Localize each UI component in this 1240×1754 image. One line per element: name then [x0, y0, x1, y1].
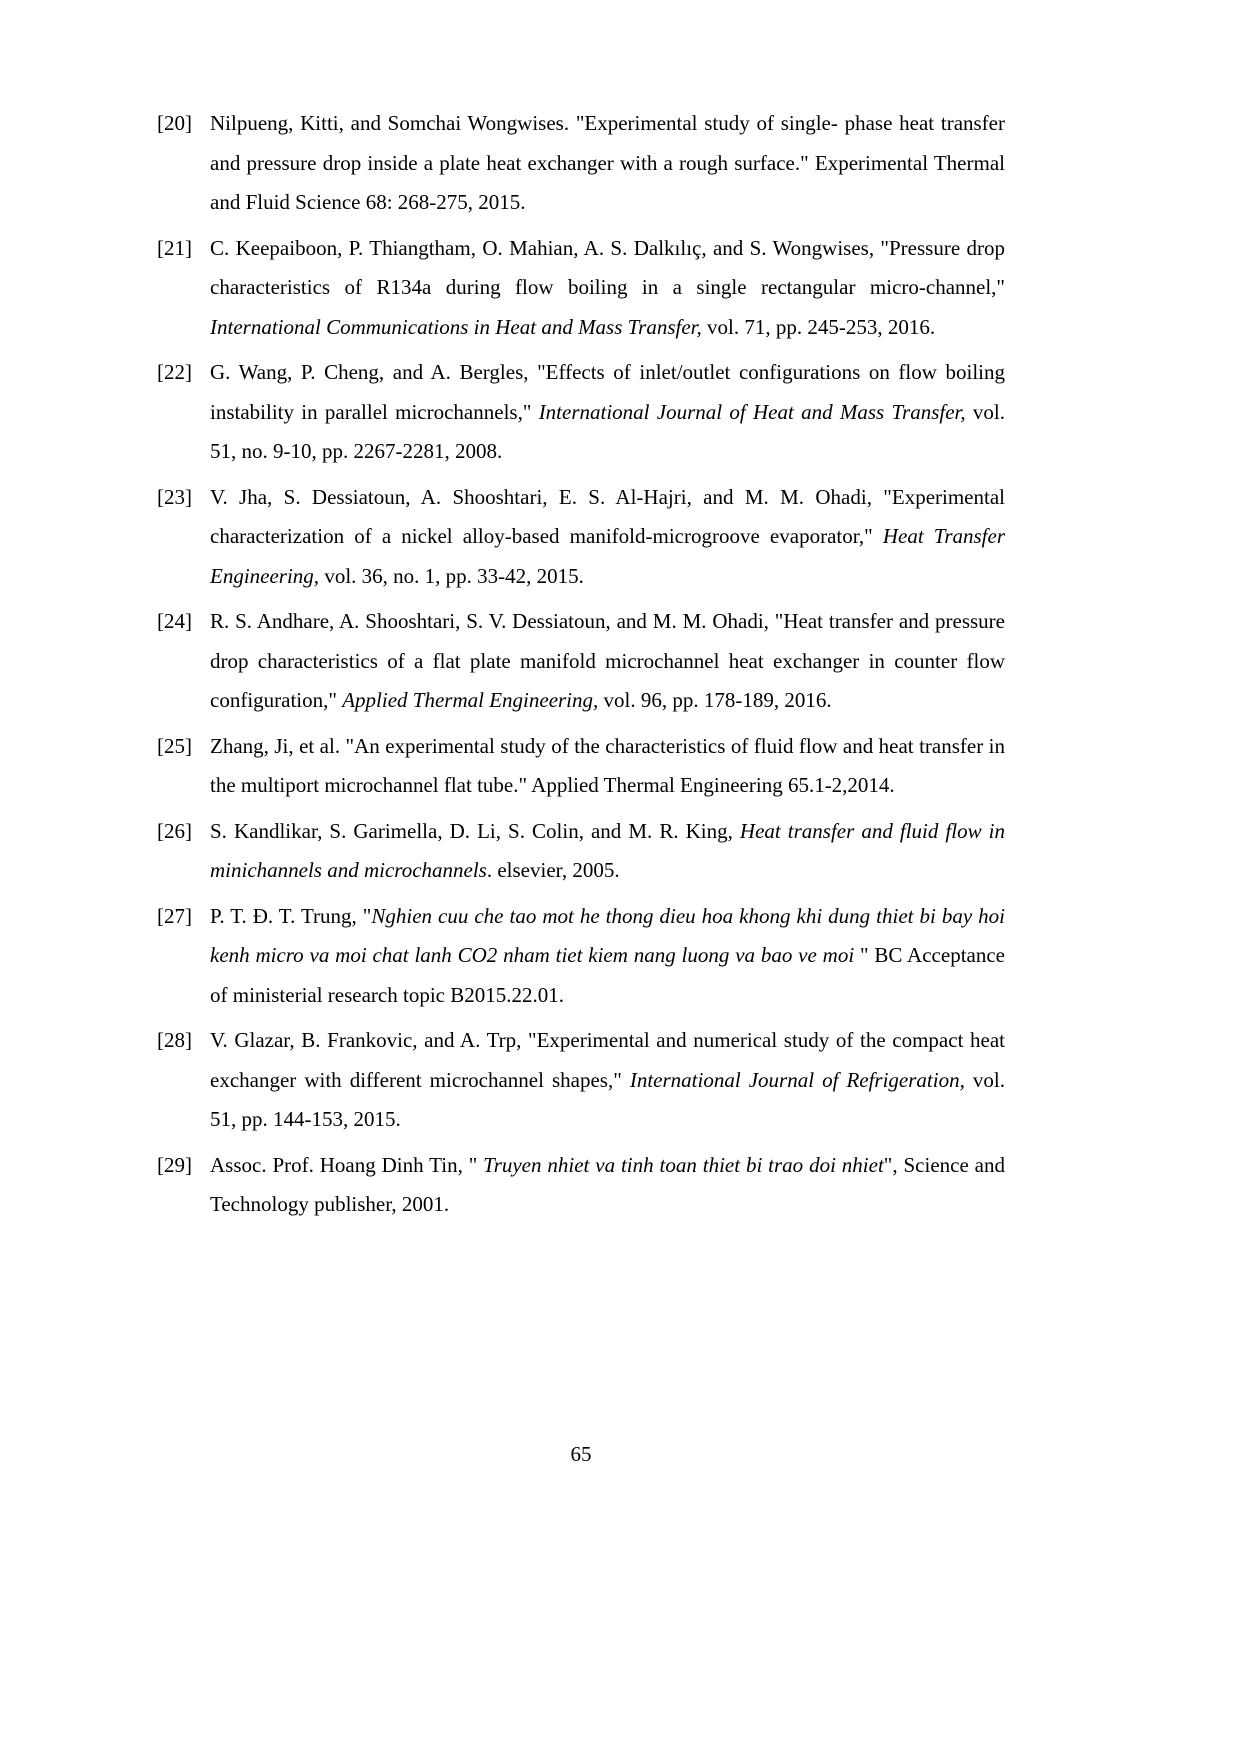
reference-text-segment: Nilpueng, Kitti, and Somchai Wongwises. "Experimental study of single- phase heat transfer and pressure drop inside a plate heat exchanger with a rough surface." Experimental Thermal and Fluid Science 68: 268-275, 2015. [210, 111, 1005, 214]
reference-number: [21] [157, 235, 192, 260]
reference-text-segment: V. Glazar, B. Frankovic, and A. Trp, "Experimental and numerical study of the compact heat exchanger with different microchannel shapes," [210, 1028, 1005, 1092]
reference-text-segment: P. T. Đ. T. Trung, " [210, 903, 372, 928]
reference-text [210, 609, 1005, 712]
reference-item [157, 602, 1005, 721]
reference-item [157, 353, 1005, 472]
reference-title-italic: Heat transfer and fluid flow in minichannels and microchannels [210, 818, 1005, 882]
reference-number: [26] [157, 818, 192, 843]
reference-item [157, 727, 1005, 806]
reference-number: [25] [157, 733, 192, 758]
reference-text-segment: Assoc. Prof. Hoang Dinh Tin, " [210, 1152, 484, 1177]
reference-number: [23] [157, 484, 192, 509]
reference-number: [28] [157, 1028, 192, 1052]
reference-item [157, 104, 1005, 223]
reference-title-italic: Nghien cuu che tao mot he thong dieu hoa khong khi dung thiet bi bay hoi kenh micro va moi chat lanh CO2 nham tiet kiem nang luong va bao ve moi [210, 903, 1006, 967]
reference-item [157, 478, 1005, 597]
reference-text-segment: vol. 51, no. 9-10, pp. 2267-2281, 2008. [210, 399, 1005, 463]
reference-item [157, 897, 1005, 1016]
reference-text-segment: vol. 71, pp. 245-253, 2016. [701, 314, 936, 339]
reference-title-italic: International Journal of Refrigeration, [629, 1067, 965, 1092]
reference-text-segment: vol. 36, no. 1, pp. 33-42, 2015. [319, 563, 584, 588]
reference-title-italic: International Communications in Heat and Mass Transfer, [210, 314, 702, 339]
reference-text-segment: R. S. Andhare, A. Shooshtari, S. V. Dessiatoun, and M. M. Ohadi, "Heat transfer and pressure drop characteristics of a flat plate manifold microchannel heat exchanger in counter flow configuration," [210, 609, 1005, 712]
reference-number: [24] [157, 609, 192, 633]
reference-title-italic: Applied Thermal Engineering, [342, 688, 599, 712]
reference-text [210, 734, 1005, 798]
reference-number: [22] [157, 360, 192, 384]
reference-item [157, 229, 1005, 348]
reference-text-segment: ", Science and Technology publisher, 2001. [210, 1152, 1005, 1216]
reference-text [210, 819, 1005, 883]
reference-text-segment: vol. 51, pp. 144-153, 2015. [210, 1067, 1005, 1131]
reference-text-segment: vol. 96, pp. 178-189, 2016. [598, 688, 832, 712]
reference-title-italic: Truyen nhiet va tinh toan thiet bi trao doi nhiet [483, 1152, 884, 1177]
reference-text [210, 1028, 1005, 1131]
reference-text-segment: G. Wang, P. Cheng, and A. Bergles, "Effects of inlet/outlet configurations on flow boiling instability in parallel microchannels," [210, 360, 1005, 424]
reference-item [157, 1021, 1005, 1140]
reference-text-segment: S. Kandlikar, S. Garimella, D. Li, S. Colin, and M. R. King, [210, 818, 740, 843]
reference-text-segment: " BC Acceptance of ministerial research topic B2015.22.01. [210, 943, 1005, 1007]
reference-text [210, 485, 1005, 588]
reference-text [210, 111, 1005, 214]
page-number: 65 [570, 1442, 592, 1466]
reference-text [210, 360, 1005, 463]
references-list [157, 104, 1005, 1231]
reference-text [210, 904, 1005, 1007]
reference-text-segment: Zhang, Ji, et al. "An experimental study of the characteristics of fluid flow and heat transfer in the multiport microchannel flat tube." Applied Thermal Engineering 65.1-2,2014. [210, 733, 1005, 797]
reference-number: [20] [157, 111, 192, 135]
reference-title-italic: Heat Transfer Engineering, [210, 524, 1005, 588]
reference-text-segment: . elsevier, 2005. [486, 858, 620, 882]
reference-item [157, 1146, 1005, 1225]
reference-text-segment: C. Keepaiboon, P. Thiangtham, O. Mahian, A. S. Dalkılıç, and S. Wongwises, "Pressure drop characteristics of R134a during flow boiling in a single rectangular micro-channel," [210, 235, 1005, 299]
reference-text-segment: V. Jha, S. Dessiatoun, A. Shooshtari, E. S. Al-Hajri, and M. M. Ohadi, "Experimental characterization of a nickel alloy-based manifold-microgroove evaporator," [210, 484, 1005, 548]
reference-number: [29] [157, 1152, 192, 1177]
reference-item [157, 812, 1005, 891]
reference-text [210, 236, 1005, 339]
reference-title-italic: International Journal of Heat and Mass Transfer, [538, 399, 966, 424]
reference-number: [27] [157, 903, 192, 928]
reference-text [210, 1153, 1005, 1217]
